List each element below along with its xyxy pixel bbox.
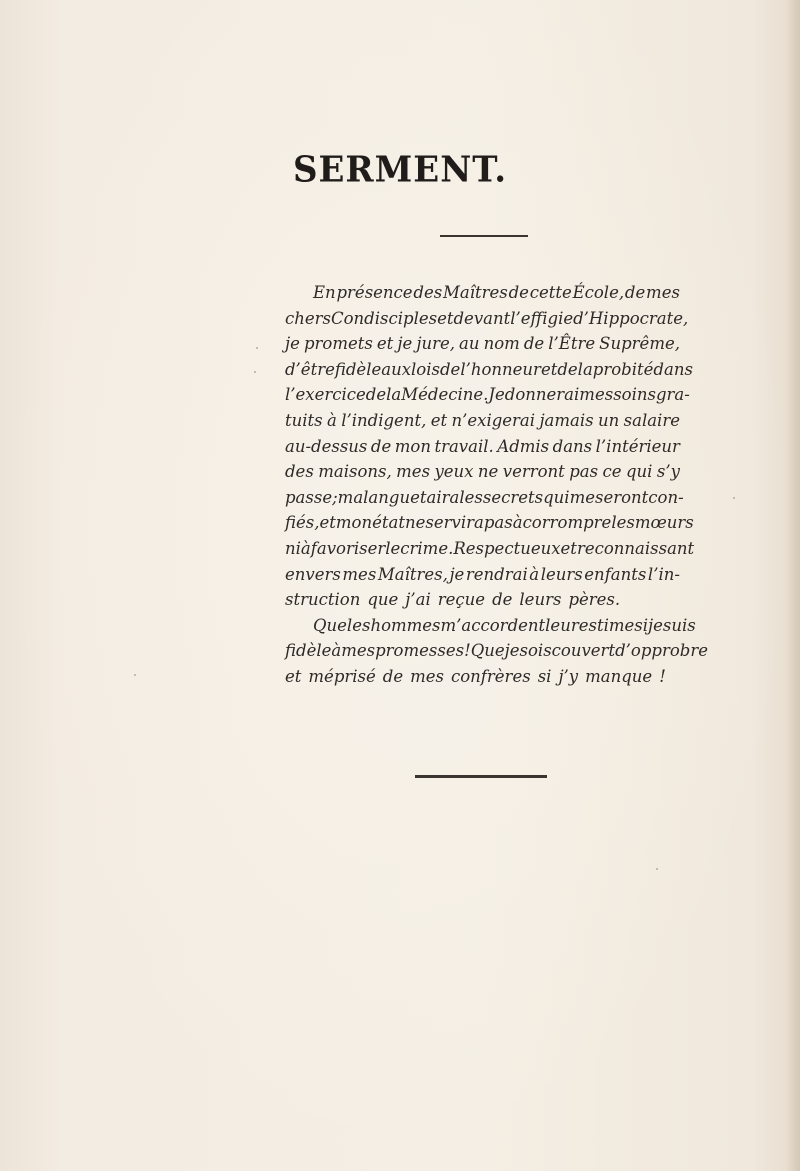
oath-word: verront	[502, 462, 565, 482]
oath-line	[285, 382, 690, 408]
oath-word: je	[504, 641, 520, 661]
oath-word: manque	[585, 666, 653, 686]
oath-word: de	[508, 283, 529, 302]
oath-word: état	[372, 513, 405, 533]
oath-word: Médecine.	[401, 385, 489, 405]
oath-word: suis	[662, 615, 696, 635]
oath-word: lois	[411, 359, 440, 379]
oath-word: Admis	[497, 436, 550, 456]
oath-word: pas	[569, 462, 599, 482]
oath-word: l’indigent,	[341, 410, 427, 430]
oath-word: enfants	[584, 564, 647, 584]
oath-word: corrompre	[522, 513, 612, 533]
oath-word: reçue	[437, 590, 486, 610]
oath-word: travail.	[434, 436, 494, 456]
oath-word: pas	[483, 513, 513, 533]
oath-word: Que	[313, 615, 347, 635]
oath-word: et	[319, 513, 336, 533]
paper-speck	[733, 497, 735, 499]
oath-word: mes	[396, 462, 431, 482]
oath-line	[285, 562, 680, 588]
oath-word: devant	[453, 308, 511, 328]
oath-word: de	[523, 334, 545, 354]
oath-word: mon	[394, 436, 431, 456]
oath-word: langue	[363, 487, 420, 507]
oath-word: mœurs	[634, 513, 694, 533]
oath-word: mes	[341, 641, 376, 661]
oath-line	[285, 510, 694, 536]
oath-word: En	[313, 283, 336, 302]
page-title: SERMENT.	[292, 149, 508, 191]
oath-word: s’y	[656, 462, 680, 482]
title-divider	[440, 235, 528, 237]
oath-word: de	[370, 436, 392, 456]
oath-line	[285, 331, 680, 357]
oath-word: le	[385, 538, 401, 558]
oath-word: d’être	[285, 359, 335, 379]
oath-word: dans	[653, 359, 693, 379]
oath-word: la	[577, 359, 593, 379]
oath-word: je	[397, 334, 413, 354]
oath-word: des	[285, 462, 314, 482]
oath-word: couvert	[551, 641, 616, 661]
oath-word: ni	[285, 538, 301, 558]
oath-word: mes	[342, 564, 377, 584]
oath-word: l’effigie	[510, 308, 574, 328]
oath-word: École,	[572, 283, 625, 302]
oath-word: à	[300, 538, 311, 558]
oath-word: j’ai	[405, 590, 431, 610]
oath-word: promesses!	[375, 641, 471, 661]
oath-word: ne	[477, 462, 499, 482]
oath-word: les	[611, 513, 635, 533]
oath-word: Je	[488, 385, 505, 405]
oath-word: fidèle	[334, 359, 382, 379]
oath-line	[285, 306, 689, 332]
oath-word: yeux	[434, 462, 474, 482]
oath-word: des	[413, 283, 443, 302]
oath-word: l’intérieur	[595, 436, 680, 456]
oath-word: et	[560, 538, 577, 558]
oath-word: leurs	[519, 590, 562, 610]
oath-word: de	[365, 385, 387, 405]
oath-line	[285, 408, 680, 434]
oath-word: Condisciples	[331, 308, 438, 328]
oath-line	[285, 664, 680, 690]
oath-word: mes	[410, 666, 444, 686]
oath-line	[285, 613, 696, 639]
oath-line	[285, 357, 693, 383]
oath-word: soins	[613, 385, 656, 405]
oath-word: l’in-	[647, 564, 680, 584]
oath-word: et	[437, 308, 454, 328]
oath-word: estime	[578, 615, 635, 635]
oath-word: de	[382, 666, 404, 686]
oath-word: si	[634, 615, 649, 635]
oath-word: Que	[470, 641, 505, 661]
oath-word: crime.	[400, 538, 454, 558]
oath-line	[285, 485, 684, 511]
oath-word: ce	[602, 462, 622, 482]
oath-word: pères.	[568, 590, 621, 610]
oath-word: l’Être	[548, 334, 596, 354]
oath-line	[285, 280, 680, 306]
oath-word: donnerai	[504, 385, 580, 405]
oath-word: ma	[337, 487, 364, 507]
oath-word: présence	[336, 283, 413, 302]
oath-word: servira	[425, 513, 484, 533]
oath-word: si	[537, 666, 552, 686]
oath-word: maisons,	[318, 462, 392, 482]
oath-word: ne	[404, 513, 426, 533]
oath-word: un	[598, 410, 620, 430]
oath-word: taira	[419, 487, 460, 507]
oath-word: et	[285, 666, 302, 686]
oath-word: favoriser	[310, 538, 386, 558]
oath-word: hommes	[370, 615, 441, 635]
oath-word: à	[331, 641, 342, 661]
oath-word: d’opprobre	[615, 641, 708, 661]
oath-line	[285, 536, 695, 562]
oath-word: !	[659, 666, 666, 686]
oath-word: sois	[519, 641, 552, 661]
oath-word: seront	[594, 487, 649, 507]
closing-divider	[415, 775, 547, 778]
oath-word: j’y	[558, 666, 579, 686]
oath-word: Respectueux	[453, 538, 561, 558]
oath-word: les	[346, 615, 371, 635]
oath-word: je	[648, 615, 663, 635]
oath-word: de	[492, 590, 513, 610]
oath-word: Maîtres	[443, 283, 508, 302]
oath-word: reconnaissant	[576, 538, 695, 558]
oath-word: Suprême,	[599, 334, 680, 354]
oath-word: secrets	[482, 487, 544, 507]
oath-word: fiés,	[285, 513, 320, 533]
oath-word: cette	[529, 283, 572, 302]
oath-word: de	[624, 283, 646, 302]
oath-word: la	[386, 385, 402, 405]
paper-speck	[254, 371, 256, 373]
oath-word: me	[569, 487, 595, 507]
oath-word: tuits	[285, 410, 323, 430]
oath-word: et	[430, 410, 448, 430]
oath-word: rendrai	[465, 564, 528, 584]
oath-line	[285, 587, 680, 613]
oath-word: qui	[625, 462, 653, 482]
oath-word: de	[557, 359, 578, 379]
oath-text	[285, 280, 708, 690]
oath-word: salaire	[623, 410, 680, 430]
oath-word: n’exigerai	[451, 410, 536, 430]
oath-word: confrères	[451, 666, 531, 686]
oath-word: qui	[543, 487, 570, 507]
paper-speck	[656, 868, 658, 870]
paper-speck	[134, 674, 136, 676]
oath-word: Maîtres,	[377, 564, 448, 584]
oath-line	[285, 459, 680, 485]
oath-word: m’accordent	[440, 615, 546, 635]
oath-word: probité	[592, 359, 654, 379]
oath-word: promets	[303, 334, 373, 354]
oath-word: jamais	[539, 410, 594, 430]
oath-word: je	[449, 564, 465, 584]
oath-word: à	[512, 513, 523, 533]
oath-word: et	[540, 359, 558, 379]
oath-word: à	[327, 410, 337, 430]
oath-word: au-dessus	[285, 436, 368, 456]
oath-word: l’exercice	[285, 385, 366, 405]
oath-word: aux	[381, 359, 412, 379]
oath-word: au	[459, 334, 480, 354]
oath-line	[285, 434, 680, 460]
oath-word: je	[285, 334, 300, 354]
oath-word: gra-	[655, 385, 690, 405]
oath-word: à	[529, 564, 540, 584]
paper-speck	[256, 347, 258, 349]
oath-word: leur	[545, 615, 579, 635]
oath-word: et	[376, 334, 394, 354]
oath-word: que	[367, 590, 399, 610]
oath-word: con-	[648, 487, 684, 507]
oath-word: leurs	[540, 564, 583, 584]
oath-word: mes	[579, 385, 614, 405]
oath-word: jure,	[416, 334, 455, 354]
oath-word: de	[439, 359, 461, 379]
oath-word: fidèle	[285, 641, 332, 661]
oath-word: d’Hippocrate,	[573, 308, 689, 328]
oath-word: envers	[285, 564, 341, 584]
oath-word: chers	[285, 308, 331, 328]
oath-word: nom	[483, 334, 520, 354]
oath-word: dans	[552, 436, 593, 456]
oath-word: struction	[285, 590, 361, 610]
oath-word: passe;	[285, 487, 338, 507]
oath-word: mon	[335, 513, 373, 533]
oath-word: méprisé	[308, 666, 376, 686]
oath-word: les	[459, 487, 483, 507]
oath-word: l’honneur	[460, 359, 541, 379]
oath-word: mes	[646, 283, 680, 302]
oath-line	[285, 638, 708, 664]
